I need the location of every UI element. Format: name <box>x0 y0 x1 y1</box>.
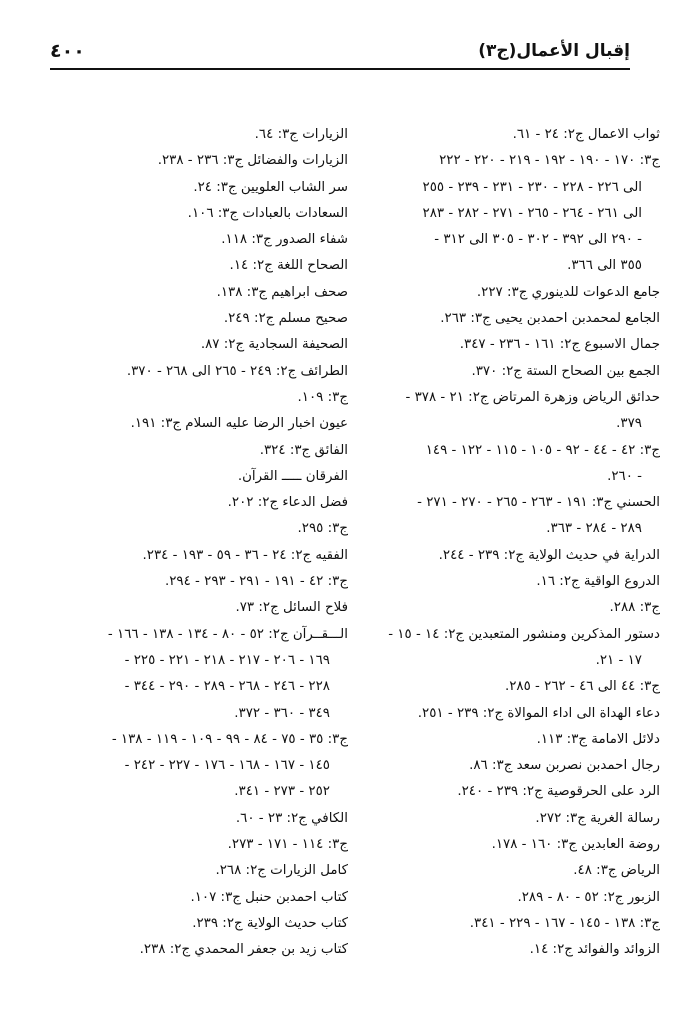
index-column-right <box>352 122 660 974</box>
index-entry-line: شفاء الصدور ج٣: ١١٨. <box>221 232 348 248</box>
index-entry-line: الفقيه ج٢: ٢٤ - ٣٦ - ٥٩ - ١٩٣ - ٢٣٤. <box>142 547 348 563</box>
index-entry-line: الرياض ج٣: ٤٨. <box>573 863 660 879</box>
index-entry-line: ج٣: ٤٤ الى ٤٦ - ٢٦٢ - ٢٨٥. <box>504 679 660 695</box>
index-entry-line: الزيارات والفضائل ج٣: ٢٣٦ - ٢٣٨. <box>157 153 348 169</box>
index-entry-line: ج٣: ٤٢ - ٤٤ - ٩٢ - ١٠٥ - ١١٥ - ١٢٢ - ١٤٩ <box>425 442 660 458</box>
index-entry-line: كتاب احمدبن حنبل ج٣: ١٠٧. <box>190 889 348 905</box>
book-title: إقبال الأعمال(ج٣) <box>478 41 630 61</box>
index-entry-line: رسالة الغرية ج٣: ٢٧٢. <box>535 810 660 826</box>
index-entry-line: ٢٥٢ - ٢٧٣ - ٣٤١. <box>234 784 330 800</box>
index-entry-line: الدراية في حديث الولاية ج٢: ٢٣٩ - ٢٤٤. <box>438 547 660 563</box>
index-entry-line: ج٣: ٤٢ - ١٩١ - ٢٩١ - ٢٩٣ - ٢٩٤. <box>164 574 348 590</box>
index-entry-line: صحف ابراهيم ج٣: ١٣٨. <box>216 284 348 300</box>
index-entry-line: ج٣: ٢٩٥. <box>297 521 348 537</box>
index-entry-line: الجمع بين الصحاح الستة ج٢: ٣٧٠. <box>471 363 660 379</box>
index-entry-line: عيون اخبار الرضا عليه السلام ج٣: ١٩١. <box>130 416 348 432</box>
index-entry-line: ٢٢٨ - ٢٤٦ - ٢٦٨ - ٢٨٩ - ٢٩٠ - ٣٤٤ - <box>124 679 330 695</box>
index-entry-line: الفائق ج٣: ٣٢٤. <box>259 442 348 458</box>
index-entry-line: سر الشاب العلويين ج٣: ٢٤. <box>193 179 348 195</box>
index-entry-line: كامل الزيارات ج٢: ٢٦٨. <box>215 863 348 879</box>
index-entry-line: ٣٧٩. <box>616 416 642 432</box>
index-entry-line: السعادات بالعبادات ج٣: ١٠٦. <box>187 205 348 221</box>
index-entry-line: - ٢٩٠ الى ٣٩٢ - ٣٠٢ - ٣٠٥ الى ٣١٢ - <box>434 232 642 248</box>
index-entry-line: ج٣: ٢٨٨. <box>609 600 660 616</box>
index-entry-line: - ٢٦٠. <box>607 468 642 484</box>
index-entry-line: الصحيفة السجادية ج٢: ٨٧. <box>200 337 348 353</box>
index-entry-line: دستور المذكرين ومنشور المتعبدين ج٢: ١٤ - ١٥ - <box>388 626 660 642</box>
index-entry-line: ج٣: ١٣٨ - ١٤٥ - ١٦٧ - ٢٢٩ - ٣٤١. <box>469 915 660 931</box>
index-entry-line: ٣٤٩ - ٣٦٠ - ٣٧٢. <box>234 705 330 721</box>
index-entry-line: الى ٢٢٦ - ٢٢٨ - ٢٣٠ - ٢٣١ - ٢٣٩ - ٢٥٥ <box>422 179 642 195</box>
index-entry-line: ١٦٩ - ٢٠٦ - ٢١٧ - ٢١٨ - ٢٢١ - ٢٢٥ - <box>124 652 330 668</box>
index-entry-line: الجامع لمحمدبن احمدبن يحيى ج٣: ٢٦٣. <box>440 311 660 327</box>
index-entry-line: جمال الاسبوع ج٢: ١٦١ - ٢٣٦ - ٣٤٧. <box>459 337 660 353</box>
page-number: ٤٠٠ <box>50 40 85 62</box>
index-entry-line: ج٣: ١١٤ - ١٧١ - ٢٧٣. <box>227 837 348 853</box>
index-entry-line: حدائق الرياض وزهرة المرتاض ج٢: ٢١ - ٣٧٨ - <box>405 389 660 405</box>
index-entry-line: رجال احمدبن نصربن سعد ج٣: ٨٦. <box>469 758 660 774</box>
index-entry-line: ثواب الاعمال ج٢: ٢٤ - ٦١. <box>512 127 660 142</box>
index-entry-line: الكافي ج٢: ٢٣ - ٦٠. <box>235 810 348 826</box>
index-entry-line: ج٣: ١٧٠ - ١٩٠ - ١٩٢ - ٢١٩ - ٢٢٠ - ٢٢٢ <box>439 153 660 169</box>
index-entry-line: روضة العابدين ج٣: ١٦٠ - ١٧٨. <box>491 837 660 853</box>
index-entry-line: ١٤٥ - ١٦٧ - ١٦٨ - ١٧٦ - ٢٢٧ - ٢٤٢ - <box>124 758 330 774</box>
index-entry-line: الرد على الحرقوصية ج٢: ٢٣٩ - ٢٤٠. <box>457 784 660 800</box>
index-entry-line: الى ٢٦١ - ٢٦٤ - ٢٦٥ - ٢٧١ - ٢٨٢ - ٢٨٣ <box>422 205 642 221</box>
index-entry-line: كتاب حديث الولاية ج٢: ٢٣٩. <box>192 915 348 931</box>
index-entry-line: جامع الدعوات للدينوري ج٣: ٢٢٧. <box>476 284 660 300</box>
index-entry-line: الدروع الواقية ج٢: ١٦. <box>536 574 660 590</box>
index-entry-line: فلاح السائل ج٢: ٧٣. <box>235 600 348 616</box>
index-columns <box>40 122 660 974</box>
index-entry-line: الصحاح اللغة ج٢: ١٤. <box>229 258 348 274</box>
index-entry-line: ج٣: ٣٥ - ٧٥ - ٨٤ - ٩٩ - ١٠٩ - ١١٩ - ١٣٨ - <box>111 731 348 747</box>
index-entry-line: الفرقان ـــــ القرآن. <box>237 468 348 484</box>
index-entry-line: ٣٥٥ الى ٣٦٦. <box>567 258 642 274</box>
index-entry-line: دلائل الامامة ج٣: ١١٣. <box>536 731 660 747</box>
index-entry-line: كتاب زيد بن جعفر المحمدي ج٢: ٢٣٨. <box>139 942 348 958</box>
index-entry-line: ٢٨٩ - ٢٨٤ - ٣٦٣. <box>546 521 642 537</box>
index-entry-line: صحيح مسلم ج٢: ٢٤٩. <box>223 311 348 327</box>
index-entry-line: الحسني ج٣: ١٩١ - ٢٦٣ - ٢٦٥ - ٢٧٠ - ٢٧١ - <box>417 495 660 511</box>
index-entry-line: ١٧ - ٢١. <box>595 652 642 668</box>
index-entry-line: الزبور ج٢: ٥٢ - ٨٠ - ٢٨٩. <box>517 889 660 905</box>
index-entry-line: ج٣: ١٠٩. <box>297 389 348 405</box>
index-entry-line: الطرائف ج٢: ٢٤٩ - ٢٦٥ الى ٢٦٨ - ٣٧٠. <box>126 363 348 379</box>
index-entry-line: الزوائد والفوائد ج٢: ١٤. <box>529 942 660 958</box>
index-entry-line: فضل الدعاء ج٢: ٢٠٢. <box>227 495 348 511</box>
index-entry-line: الزيارات ج٣: ٦٤. <box>254 127 348 142</box>
index-entry-line: دعاء الهداة الى اداء الموالاة ج٢: ٢٣٩ - ٢٥١. <box>417 705 660 721</box>
index-entry-line: الـــقــرآن ج٢: ٥٢ - ٨٠ - ١٣٤ - ١٣٨ - ١٦٦ - <box>107 626 348 642</box>
page-header <box>50 34 630 70</box>
index-column-left <box>40 122 348 974</box>
